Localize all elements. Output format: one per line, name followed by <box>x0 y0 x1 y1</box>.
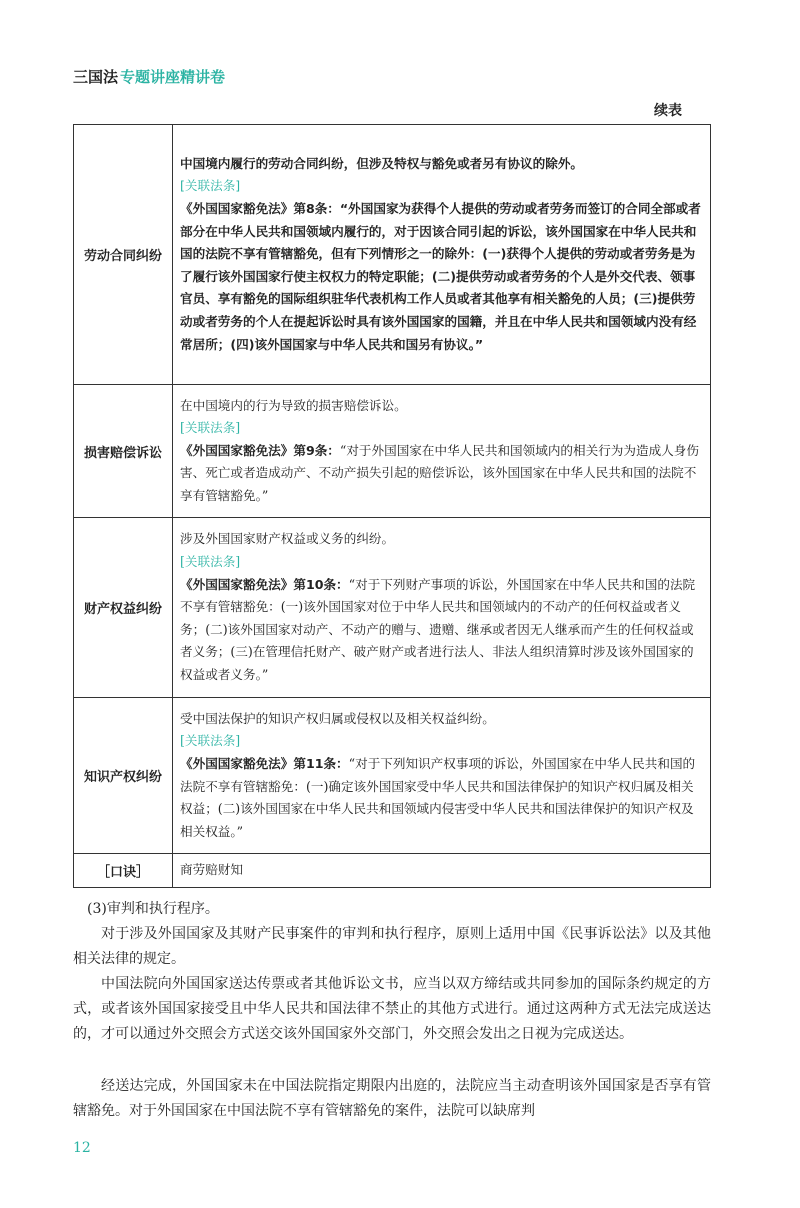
row-category: 损害赔偿诉讼 <box>74 385 173 518</box>
row-intro: 受中国法保护的知识产权归属或侵权以及相关权益纠纷。 <box>180 710 495 726</box>
body-paragraph: 中国法院向外国国家送达传票或者其他诉讼文书，应当以双方缔结或共同参加的国际条约规定的方式，或者该外国国家接受且中华人民共和国法律不禁止的其他方式进行。通过这两种方式无法完成送达的，才可以通过外交照会方式送交该外国国家外交部门，外交照会发出之日视为完成送达。 <box>73 976 711 1042</box>
row-content <box>173 698 711 854</box>
law-article <box>180 574 703 687</box>
row-content <box>173 518 711 698</box>
exemption-table <box>73 124 711 888</box>
row-intro: 在中国境内的行为导致的损害赔偿诉讼。 <box>180 397 407 413</box>
header-subtitle: 专题讲座精讲卷 <box>120 68 226 86</box>
table-row <box>74 518 711 698</box>
row-intro: 涉及外国国家财产权益或义务的纠纷。 <box>180 531 395 547</box>
law-article <box>180 753 703 843</box>
row-content <box>173 125 711 385</box>
table-row <box>74 854 711 888</box>
law-article <box>180 198 703 356</box>
body-paragraph: (3)审判和执行程序。 <box>87 901 219 917</box>
law-name: 《外国国家豁免法》第10条： <box>180 576 349 592</box>
law-text: “对于外国国家在中华人民共和国领域内的相关行为为造成人身伤害、死亡或者造成动产、不动产损失引起的赔偿诉讼，该外国国家在中华人民共和国的法院不享有管辖豁免。” <box>180 442 699 503</box>
law-text: “外国国家为获得个人提供的劳动或者劳务而签订的合同全部或者部分在中华人民共和国领域内履行的，对于因该合同引起的诉讼，该外国国家在中华人民共和国的法院不享有管辖豁免，但有下列情形之一的除外：(一)获得个人提供的劳动或者劳务是为了履行该外国国家行使主权权力的特定职能；(二)提供劳动或者劳务的个人是外交代表、领事官员、享有豁免的国际组织驻华代表机构工作人员或者其他享有相关豁免的人员；(三)提供劳动或者劳务的个人在提起诉讼时具有该外国国家的国籍，并且在中华人民共和国领域内没有经常居所；(四)该外国国家与中华人民共和国另有协议。” <box>180 201 701 352</box>
law-name: 《外国国家豁免法》第9条： <box>180 442 340 458</box>
row-intro: 中国境内履行的劳动合同纠纷，但涉及特权与豁免或者另有协议的除外。 <box>180 155 583 171</box>
row-category: 财产权益纠纷 <box>74 518 173 698</box>
row-category: 劳动合同纠纷 <box>74 125 173 385</box>
mnemonic-text: 商劳赔财知 <box>173 854 711 888</box>
mnemonic-label: ［口诀］ <box>74 854 173 888</box>
running-header <box>73 66 225 87</box>
body-paragraph: 对于涉及外国国家及其财产民事案件的审判和执行程序，原则上适用中国《民事诉讼法》以及其他相关法律的规定。 <box>73 926 711 967</box>
law-text: “对于下列知识产权事项的诉讼，外国国家在中华人民共和国的法院不享有管辖豁免：(一)确定该外国国家受中华人民共和国法律保护的知识产权归属及相关权益；(二)该外国国家在中华人民共和国领域内侵害受中华人民共和国法律保护的知识产权及相关权益。” <box>180 755 696 839</box>
law-name: 《外国国家豁免法》第11条： <box>180 755 349 771</box>
related-law-label: [关联法条] <box>180 733 241 749</box>
table-continued-label: 续表 <box>654 103 682 119</box>
header-title: 三国法 <box>73 68 119 86</box>
table-row <box>74 125 711 385</box>
related-law-label: [关联法条] <box>180 420 241 436</box>
page-number: 12 <box>73 1140 91 1156</box>
row-category: 知识产权纠纷 <box>74 698 173 854</box>
law-text: “对于下列财产事项的诉讼，外国国家在中华人民共和国的法院不享有管辖豁免：(一)该外国国家对位于中华人民共和国领域内的不动产的任何权益或者义务；(二)该外国国家对动产、不动产的赠与、遗赠、继承或者因无人继承而产生的任何权益或者义务；(三)在管理信托财产、破产财产或者进行法人、非法人组织清算时涉及该外国国家的权益或者义务。” <box>180 576 696 682</box>
row-content <box>173 385 711 518</box>
table-row <box>74 385 711 518</box>
table-row <box>74 698 711 854</box>
body-paragraph: 经送达完成，外国国家未在中国法院指定期限内出庭的，法院应当主动查明该外国国家是否享有管辖豁免。对于外国国家在中国法院不享有管辖豁免的案件，法院可以缺席判 <box>73 1078 711 1119</box>
related-law-label: [关联法条] <box>180 178 241 194</box>
law-name: 《外国国家豁免法》第8条： <box>180 201 340 217</box>
related-law-label: [关联法条] <box>180 554 241 570</box>
law-article <box>180 440 703 508</box>
